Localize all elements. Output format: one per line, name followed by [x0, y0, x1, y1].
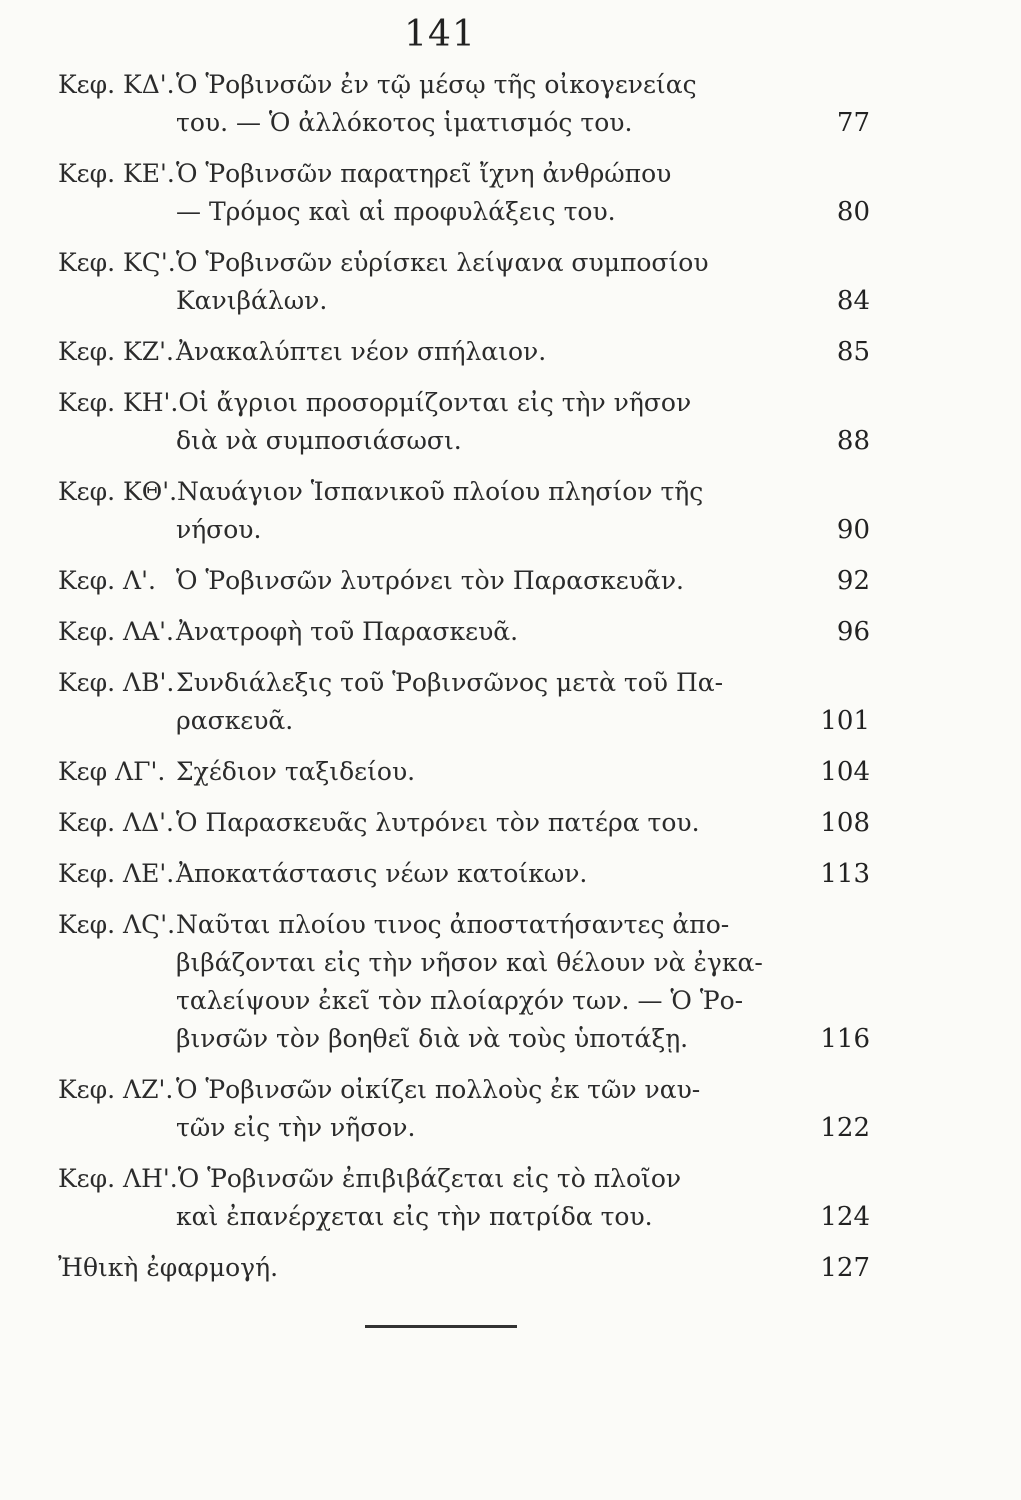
chapter-label: Κεφ. Λ'. — [58, 566, 156, 595]
entry-page-number: 108 — [820, 808, 870, 838]
entry-title-text: Ναυάγιον Ἱσπανικοῦ πλοίου πλησίον τῆς — [177, 477, 704, 506]
entry-continuation-line: ταλείψουν ἐκεῖ τὸν πλοίαρχόν των. — Ὁ Ῥο- — [176, 986, 744, 1015]
toc-entry — [58, 562, 870, 600]
entry-first-line — [58, 664, 870, 702]
page-number: 141 — [404, 14, 476, 55]
entry-title-text: Οἱ ἄγριοι προσορμίζονται εἰς τὴν νῆσον — [178, 388, 692, 417]
toc-entry — [58, 1071, 870, 1147]
entry-page-number: 96 — [836, 617, 870, 647]
entry-first-line — [58, 804, 870, 842]
toc-entry — [58, 384, 870, 460]
chapter-label: Κεφ. ΛΑ'. — [58, 617, 174, 646]
chapter-label: Κεφ ΛΓ'. — [58, 757, 166, 786]
entry-page-number: 84 — [836, 286, 870, 316]
chapter-label: Κεφ. ΚΖ'. — [58, 337, 174, 366]
toc-entry — [58, 906, 870, 1058]
entry-page-number: 122 — [820, 1113, 870, 1143]
entry-title-text: Ἀνακαλύπτει νέον σπήλαιον. — [176, 337, 547, 366]
chapter-label: Κεφ. ΚϚ'. — [58, 248, 176, 277]
entry-continuation-line: — Τρόμος καὶ αἱ προφυλάξεις του. — [176, 197, 616, 226]
chapter-label: Κεφ. ΚΗ'. — [58, 388, 179, 417]
entry-first-line — [58, 333, 870, 371]
entry-page-number: 127 — [820, 1253, 870, 1283]
entry-continuation-line: Κανιβάλων. — [176, 286, 328, 315]
entry-title-text: Ὁ Ῥοβινσῶν οἰκίζει πολλοὺς ἐκ τῶν ναυ- — [176, 1075, 701, 1104]
entry-page-number: 113 — [820, 859, 870, 889]
entry-continuation-line: βινσῶν τὸν βοηθεῖ διὰ νὰ τοὺς ὑποτάξῃ. — [176, 1024, 689, 1053]
entry-title-text: Ἠθικὴ ἐφαρμογή. — [58, 1253, 279, 1282]
chapter-label: Κεφ. ΛΕ'. — [58, 859, 175, 888]
entry-continuation-line: ρασκευᾶ. — [176, 706, 294, 735]
toc-entry — [58, 155, 870, 231]
toc-entry — [58, 1160, 870, 1236]
entry-first-line — [58, 753, 870, 791]
entry-page-number: 101 — [820, 706, 870, 736]
toc-entry — [58, 473, 870, 549]
entry-first-line — [58, 1071, 870, 1109]
entry-title-text: Ναῦται πλοίου τινος ἀποστατήσαντες ἀπο- — [176, 910, 730, 939]
entry-first-line — [58, 384, 870, 422]
entry-page-number: 80 — [836, 197, 870, 227]
chapter-label: Κεφ. ΛΒ'. — [58, 668, 175, 697]
toc-entry — [58, 1249, 870, 1287]
entry-continuation-line: τῶν εἰς τὴν νῆσον. — [176, 1113, 416, 1142]
chapter-label: Κεφ. ΛϚ'. — [58, 910, 176, 939]
entry-title-text: Συνδιάλεξις τοῦ Ῥοβινσῶνος μετὰ τοῦ Πα- — [176, 668, 724, 697]
entry-first-line — [58, 613, 870, 651]
entry-page-number: 124 — [820, 1202, 870, 1232]
entry-page-number: 85 — [836, 337, 870, 367]
entry-title-text: Ὁ Ῥοβινσῶν λυτρόνει τὸν Παρασκευᾶν. — [176, 566, 684, 595]
entry-title-text: Ὁ Ῥοβινσῶν ἐπιβιβάζεται εἰς τὸ πλοῖον — [177, 1164, 682, 1193]
toc-entry — [58, 66, 870, 142]
chapter-label: Κεφ. ΛΔ'. — [58, 808, 174, 837]
entry-page-number: 88 — [836, 426, 870, 456]
entry-first-line — [58, 562, 870, 600]
entry-title-text: Ἀνατροφὴ τοῦ Παρασκευᾶ. — [176, 617, 519, 646]
entry-title-text: Σχέδιον ταξιδείου. — [176, 757, 416, 786]
chapter-label: Κεφ. ΚΔ'. — [58, 70, 175, 99]
entry-page-number: 77 — [836, 108, 870, 138]
entry-page-number: 90 — [836, 515, 870, 545]
entry-first-line — [58, 244, 870, 282]
chapter-label: Κεφ. ΚΘ'. — [58, 477, 178, 506]
entry-page-number: 92 — [836, 566, 870, 596]
entry-continuation-line: βιβάζονται εἰς τὴν νῆσον καὶ θέλουν νὰ ἐγκα- — [176, 948, 763, 977]
entry-first-line — [58, 473, 870, 511]
entry-first-line — [58, 66, 870, 104]
entry-title-text: Ὁ Ῥοβινσῶν ἐν τῷ μέσῳ τῆς οἰκογενείας — [176, 70, 697, 99]
toc-entry — [58, 753, 870, 791]
entry-title-text: Ὁ Ῥοβινσῶν παρατηρεῖ ἴχνη ἀνθρώπου — [176, 159, 672, 188]
closing-rule — [365, 1325, 517, 1328]
entry-page-number: 104 — [820, 757, 870, 787]
toc-entry — [58, 804, 870, 842]
entry-page-number: 116 — [820, 1024, 870, 1054]
toc-entry — [58, 613, 870, 651]
entry-first-line — [58, 155, 870, 193]
toc-entry — [58, 333, 870, 371]
chapter-label: Κεφ. ΛΗ'. — [58, 1164, 178, 1193]
entry-continuation-line: διὰ νὰ συμποσιάσωσι. — [176, 426, 462, 455]
entry-continuation-line: καὶ ἐπανέρχεται εἰς τὴν πατρίδα του. — [176, 1202, 653, 1231]
toc-entry — [58, 855, 870, 893]
entry-title-text: Ἀποκατάστασις νέων κατοίκων. — [176, 859, 588, 888]
chapter-label: Κεφ. ΛΖ'. — [58, 1075, 174, 1104]
entry-title-text: Ὁ Ῥοβινσῶν εὑρίσκει λείψανα συμποσίου — [176, 248, 709, 277]
chapter-label: Κεφ. ΚΕ'. — [58, 159, 175, 188]
entry-first-line — [58, 906, 870, 944]
entry-title-text: Ὁ Παρασκευᾶς λυτρόνει τὸν πατέρα του. — [176, 808, 700, 837]
entry-first-line — [58, 1160, 870, 1198]
entry-first-line — [58, 1249, 870, 1287]
toc-entry — [58, 664, 870, 740]
entry-first-line — [58, 855, 870, 893]
entry-continuation-line: του. — Ὁ ἀλλόκοτος ἱματισμός του. — [176, 108, 633, 137]
toc-entry — [58, 244, 870, 320]
entry-continuation-line: νήσου. — [176, 515, 262, 544]
table-of-contents — [58, 66, 870, 1300]
